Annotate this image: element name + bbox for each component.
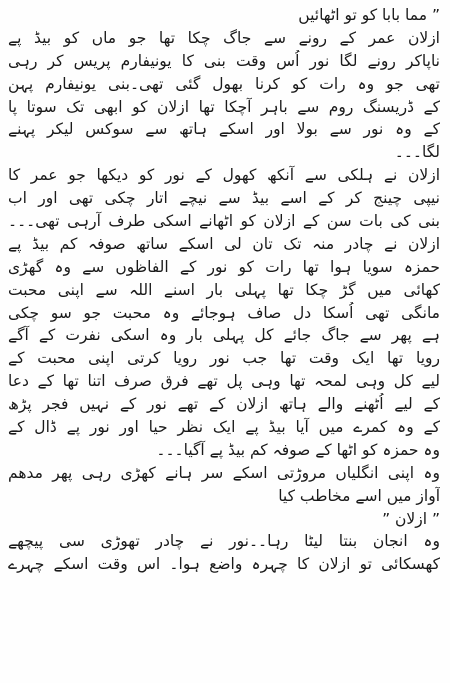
text-line: لیے کل وہی لمحہ تھا وہی پل تھے فرق صرف اتنا تھا کے دعا [8, 372, 440, 391]
text-line: ازلان نے ہلکی سے آنکھ کھول کے نور کو دیکھا جو عمر کا [8, 166, 440, 185]
text-line: تھی جو وہ رات کو کرنا بھول گئی تھی۔بنی یونیفارم پہن [8, 74, 440, 93]
text-line: ہے پھر سے جاگ جائے کل پہلی بار وہ اسکی نفرت کے آگے [8, 326, 440, 345]
text-line: کھسکائی تو ازلان کا چہرہ واضع ہوا۔ اس وقت اسکے چہرے [8, 555, 440, 574]
text-line: ” ازلان ” [382, 509, 440, 528]
text-line: نیپی چینج کر کے اسے بیڈ سے نیچے اتار چکی تھی اور اب [8, 189, 440, 208]
text-line: ازلان عمر کے رونے سے جاگ چکا تھا جو ماں کو بیڈ پے [8, 28, 440, 47]
text-line: بنی کی بات سن کے ازلان کو اٹھانے اسکی طرف آرہی تھی۔۔۔ [8, 212, 440, 231]
text-line: آواز میں اسے مخاطب کیا [278, 486, 440, 505]
text-line: کے لیے اُٹھنے والے ہاتھ ازلان کے تھے نور کے نہیں فجر پڑھ [8, 395, 440, 414]
text-line: کھائی میں گڑ چکا تھا پہلی بار اسنے اللہ سے اپنی محبت [8, 280, 440, 299]
text-line: ناپاکر رونے لگا نور اُس وقت بنی کا یونیفارم پریس کر رہی [8, 51, 440, 70]
text-line: لگا۔۔۔ [394, 143, 440, 162]
text-line: ازلان نے چادر منہ تک تان لی اسکے ساتھ صوفہ کم بیڈ پے [8, 234, 440, 253]
text-line: وہ اپنی انگلیاں مروڑتی اسکے سر ہانے کھڑی رہی پھر مدھم [8, 463, 440, 482]
text-line: وہ انجان بنتا لیٹا رہا۔۔نور نے چادر تھوڑی سی پیچھے [8, 532, 440, 551]
text-line: رویا تھا ایک وقت تھا جب نور رویا کرتی اپنی محبت کے [8, 349, 440, 368]
text-line: وہ حمزہ کو اٹھا کے صوفہ کم بیڈ پے آگیا۔۔۔ [156, 440, 440, 459]
text-line: کے وہ کمرے میں آیا بیڈ پے ایک نظر حیا اور نور پے ڈال کے [8, 418, 440, 437]
text-line: مانگی تھی اُسکا دل صاف ہوجائے وہ محبت جو سو چکی [8, 303, 440, 322]
text-line: حمزہ سویا ہوا تھا رات کو نور کے الفاظوں سے وہ گھڑی [8, 257, 440, 276]
text-line: کے ڈریسنگ روم سے باہر آچکا تھا ازلان کو ابھی تک سوتا پا [8, 97, 440, 116]
text-line: کے وہ نور سے بولا اور اسکے ہاتھ سے سوکس لیکر پہنے [8, 120, 440, 139]
text-line: ” مما بابا کو تو اٹھائیں [298, 6, 440, 24]
